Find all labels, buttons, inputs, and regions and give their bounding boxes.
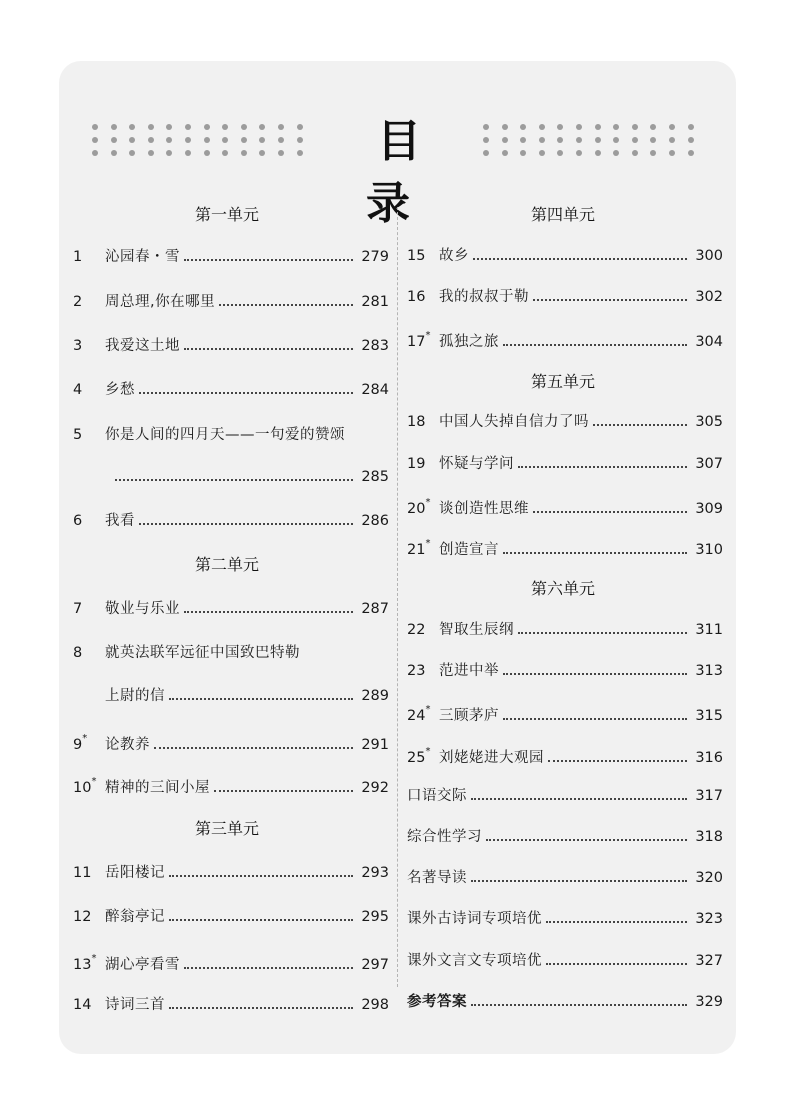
decorative-dot	[688, 124, 694, 130]
decorative-dot	[632, 150, 638, 156]
decorative-dot	[613, 137, 619, 143]
decorative-dot	[576, 137, 582, 143]
entry-number: 25	[407, 749, 426, 766]
decorative-dot	[92, 137, 98, 143]
entry-page: 284	[361, 382, 389, 398]
entry-title: 范进中举	[439, 663, 499, 679]
entry-page: 320	[695, 870, 723, 886]
decorative-dot	[595, 137, 601, 143]
dot-leader	[184, 348, 353, 350]
entry-title: 参考答案	[407, 994, 467, 1010]
entry-page: 287	[361, 601, 389, 617]
unit-title-3: 第三单元	[194, 819, 259, 838]
toc-entry[interactable]	[73, 863, 389, 883]
optional-mark: *	[425, 538, 431, 549]
entry-title: 醉翁亭记	[105, 909, 165, 925]
toc-entry[interactable]	[73, 425, 389, 445]
entry-page: 309	[695, 500, 723, 517]
entry-page: 289	[361, 688, 389, 704]
entry-number: 10	[73, 779, 92, 796]
decorative-dot	[278, 137, 284, 143]
dot-leader	[115, 479, 353, 481]
optional-mark: *	[91, 953, 97, 964]
decorative-dot	[520, 150, 526, 156]
entry-number: 8	[73, 645, 83, 661]
entry-page: 310	[695, 541, 723, 558]
decorative-dot	[204, 137, 210, 143]
entry-title: 孤独之旅	[439, 333, 499, 350]
decorative-dot	[557, 137, 563, 143]
entry-title: 三顾茅庐	[439, 707, 499, 724]
entry-page: 302	[695, 289, 723, 305]
decorative-dot	[222, 150, 228, 156]
decorative-dot	[278, 150, 284, 156]
entry-number: 11	[73, 865, 92, 881]
dot-leader	[184, 967, 353, 969]
entry-title: 口语交际	[407, 788, 467, 804]
decorative-dot	[539, 124, 545, 130]
entry-number: 7	[73, 601, 83, 617]
toc-entry[interactable]	[407, 412, 723, 432]
decorative-dots-left	[92, 124, 303, 156]
dot-leader	[503, 673, 687, 675]
entry-page: 285	[361, 469, 389, 485]
entry-page: 291	[361, 736, 389, 753]
entry-title: 名著导读	[407, 870, 467, 886]
decorative-dot	[129, 137, 135, 143]
decorative-dot	[669, 137, 675, 143]
decorative-dot	[92, 150, 98, 156]
decorative-dot	[688, 150, 694, 156]
entry-title: 智取生辰纲	[439, 622, 514, 638]
dot-leader	[503, 552, 687, 554]
toc-entry[interactable]	[407, 951, 723, 971]
toc-entry[interactable]	[407, 661, 723, 681]
dot-leader	[548, 760, 687, 762]
toc-entry[interactable]	[73, 380, 389, 400]
entry-number: 1	[73, 249, 83, 265]
entry-page: 323	[695, 911, 723, 927]
decorative-dot	[502, 137, 508, 143]
decorative-dots-right	[483, 124, 694, 156]
toc-entry[interactable]	[407, 454, 723, 474]
decorative-dot	[222, 137, 228, 143]
decorative-dot	[297, 150, 303, 156]
decorative-dot	[148, 137, 154, 143]
optional-mark: *	[425, 330, 431, 341]
entry-title: 我的叔叔于勒	[439, 289, 529, 305]
dot-leader	[139, 392, 353, 394]
entry-number: 21	[407, 541, 426, 558]
entry-title: 综合性学习	[407, 829, 482, 845]
decorative-dot	[111, 124, 117, 130]
toc-entry-continuation[interactable]	[105, 467, 389, 487]
entry-page: 292	[361, 779, 389, 796]
optional-mark: *	[91, 776, 97, 787]
entry-title: 精神的三间小屋	[105, 779, 210, 796]
entry-page: 317	[695, 788, 723, 804]
entry-number: 14	[73, 997, 92, 1013]
dot-leader	[518, 466, 687, 468]
dot-leader	[184, 611, 353, 613]
dot-leader	[503, 344, 687, 346]
entry-number: 4	[73, 382, 83, 398]
decorative-dot	[632, 137, 638, 143]
toc-entry[interactable]	[407, 328, 723, 352]
decorative-dot	[669, 124, 675, 130]
toc-entry[interactable]	[407, 868, 723, 888]
entry-title: 乡愁	[105, 382, 135, 398]
dot-leader	[471, 880, 687, 882]
toc-entry[interactable]	[407, 992, 723, 1012]
dot-leader	[546, 963, 687, 965]
entry-number: 20	[407, 500, 426, 517]
entry-page: 313	[695, 663, 723, 679]
entry-number: 13	[73, 956, 92, 973]
entry-number: 3	[73, 338, 83, 354]
dot-leader	[503, 718, 687, 720]
decorative-dot	[483, 150, 489, 156]
entry-title: 敬业与乐业	[105, 601, 180, 617]
decorative-dot	[259, 150, 265, 156]
entry-number: 22	[407, 622, 426, 638]
unit-title-2: 第二单元	[194, 555, 259, 574]
decorative-dot	[576, 150, 582, 156]
dot-leader	[169, 698, 353, 700]
decorative-dot	[166, 124, 172, 130]
decorative-dot	[520, 137, 526, 143]
decorative-dot	[502, 124, 508, 130]
decorative-dot	[595, 124, 601, 130]
optional-mark: *	[82, 733, 88, 744]
toc-entry[interactable]	[73, 995, 389, 1015]
entry-title: 诗词三首	[105, 997, 165, 1013]
decorative-dot	[259, 124, 265, 130]
toc-entry-continuation[interactable]	[105, 686, 389, 706]
entry-page: 305	[695, 414, 723, 430]
dot-leader	[154, 747, 353, 749]
decorative-dot	[520, 124, 526, 130]
entry-number: 2	[73, 294, 83, 310]
entry-number: 6	[73, 513, 83, 529]
entry-number: 5	[73, 427, 83, 443]
decorative-dot	[557, 150, 563, 156]
decorative-dot	[92, 124, 98, 130]
dot-leader	[184, 259, 353, 261]
dot-leader	[471, 798, 687, 800]
entry-page: 304	[695, 333, 723, 350]
decorative-dot	[166, 150, 172, 156]
decorative-dot	[185, 150, 191, 156]
entry-page: 327	[695, 953, 723, 969]
entry-number: 15	[407, 248, 426, 264]
toc-entry[interactable]	[407, 620, 723, 640]
dot-leader	[219, 304, 353, 306]
unit-title-6: 第六单元	[530, 579, 595, 598]
entry-page: 318	[695, 829, 723, 845]
decorative-dot	[669, 150, 675, 156]
decorative-dot	[129, 124, 135, 130]
toc-entry[interactable]	[407, 909, 723, 929]
entry-page: 297	[361, 956, 389, 973]
toc-entry[interactable]	[73, 643, 389, 663]
decorative-dot	[297, 124, 303, 130]
entry-number: 16	[407, 289, 426, 305]
toc-entry[interactable]	[73, 599, 389, 619]
toc-entry[interactable]	[407, 495, 723, 519]
entry-title: 我爱这土地	[105, 338, 180, 354]
entry-title: 中国人失掉自信力了吗	[439, 414, 589, 430]
decorative-dot	[111, 137, 117, 143]
entry-number: 24	[407, 707, 426, 724]
decorative-dot	[650, 137, 656, 143]
entry-page: 293	[361, 865, 389, 881]
entry-page: 300	[695, 248, 723, 264]
toc-entry[interactable]	[407, 827, 723, 847]
decorative-dot	[613, 150, 619, 156]
entry-page: 281	[361, 294, 389, 310]
dot-leader	[471, 1004, 687, 1006]
entry-page: 286	[361, 513, 389, 529]
unit-title-4: 第四单元	[530, 205, 595, 224]
decorative-dot	[278, 124, 284, 130]
toc-entry[interactable]	[73, 336, 389, 356]
decorative-dot	[688, 137, 694, 143]
decorative-dot	[613, 124, 619, 130]
decorative-dot	[483, 137, 489, 143]
dot-leader	[473, 258, 687, 260]
dot-leader	[593, 424, 687, 426]
toc-entry[interactable]	[407, 287, 723, 307]
toc-entry[interactable]	[73, 511, 389, 531]
toc-entry[interactable]	[407, 786, 723, 806]
decorative-dot	[204, 124, 210, 130]
entry-title: 刘姥姥进大观园	[439, 749, 544, 766]
entry-number: 23	[407, 663, 426, 679]
decorative-dot	[259, 137, 265, 143]
decorative-dot	[241, 137, 247, 143]
entry-title: 课外文言文专项培优	[407, 953, 542, 969]
dot-leader	[518, 632, 687, 634]
entry-page: 316	[695, 749, 723, 766]
entry-title: 我看	[105, 513, 135, 529]
entry-page: 298	[361, 997, 389, 1013]
decorative-dot	[502, 150, 508, 156]
optional-mark: *	[425, 746, 431, 757]
decorative-dot	[241, 150, 247, 156]
optional-mark: *	[425, 704, 431, 715]
decorative-dot	[650, 150, 656, 156]
decorative-dot	[483, 124, 489, 130]
decorative-dot	[576, 124, 582, 130]
entry-page: 307	[695, 456, 723, 472]
entry-title: 怀疑与学问	[439, 456, 514, 472]
decorative-dot	[650, 124, 656, 130]
toc-entry[interactable]	[73, 292, 389, 312]
decorative-dot	[166, 137, 172, 143]
entry-page: 295	[361, 909, 389, 925]
entry-page: 283	[361, 338, 389, 354]
decorative-dot	[632, 124, 638, 130]
entry-page: 279	[361, 249, 389, 265]
decorative-dot	[148, 150, 154, 156]
entry-page: 329	[695, 994, 723, 1010]
entry-title-continued: 上尉的信	[105, 688, 165, 704]
entry-title: 周总理,你在哪里	[105, 294, 216, 310]
page-title: 目 录	[366, 116, 443, 229]
decorative-dot	[539, 150, 545, 156]
entry-title: 湖心亭看雪	[105, 956, 180, 973]
entry-number: 19	[407, 456, 426, 472]
decorative-dot	[111, 150, 117, 156]
optional-mark: *	[425, 497, 431, 508]
entry-number: 17	[407, 333, 426, 350]
dot-leader	[169, 919, 353, 921]
decorative-dot	[185, 137, 191, 143]
entry-title: 课外古诗词专项培优	[407, 911, 542, 927]
unit-title-1: 第一单元	[194, 205, 259, 224]
entry-title: 沁园春・雪	[105, 249, 180, 265]
decorative-dot	[185, 124, 191, 130]
decorative-dot	[129, 150, 135, 156]
entry-number: 9	[73, 736, 83, 753]
dot-leader	[139, 523, 353, 525]
toc-entry[interactable]	[73, 907, 389, 927]
decorative-dot	[595, 150, 601, 156]
entry-number: 18	[407, 414, 426, 430]
toc-entry[interactable]	[407, 536, 723, 560]
toc-entry[interactable]	[73, 731, 389, 755]
decorative-dot	[557, 124, 563, 130]
entry-title: 故乡	[439, 248, 469, 264]
decorative-dot	[148, 124, 154, 130]
entry-title: 论教养	[105, 736, 150, 753]
column-divider	[397, 207, 398, 987]
entry-page: 311	[695, 622, 723, 638]
toc-entry[interactable]	[407, 702, 723, 726]
dot-leader	[533, 299, 687, 301]
dot-leader	[169, 1007, 353, 1009]
dot-leader	[546, 921, 687, 923]
entry-title: 谈创造性思维	[439, 500, 529, 517]
entry-number: 12	[73, 909, 92, 925]
toc-entry[interactable]	[73, 774, 389, 798]
decorative-dot	[222, 124, 228, 130]
toc-entry[interactable]	[73, 247, 389, 267]
decorative-dot	[539, 137, 545, 143]
entry-title: 你是人间的四月天——一句爱的赞颂	[105, 427, 345, 443]
dot-leader	[533, 511, 687, 513]
entry-page: 315	[695, 707, 723, 724]
unit-title-5: 第五单元	[530, 372, 595, 391]
entry-title: 岳阳楼记	[105, 865, 165, 881]
dot-leader	[486, 839, 687, 841]
entry-title: 创造宣言	[439, 541, 499, 558]
toc-entry[interactable]	[73, 951, 389, 975]
entry-title: 就英法联军远征中国致巴特勒	[105, 645, 300, 661]
decorative-dot	[241, 124, 247, 130]
decorative-dot	[204, 150, 210, 156]
toc-entry[interactable]	[407, 246, 723, 266]
dot-leader	[169, 875, 353, 877]
dot-leader	[214, 790, 353, 792]
contents-page	[59, 61, 736, 1054]
toc-entry[interactable]	[407, 744, 723, 768]
decorative-dot	[297, 137, 303, 143]
